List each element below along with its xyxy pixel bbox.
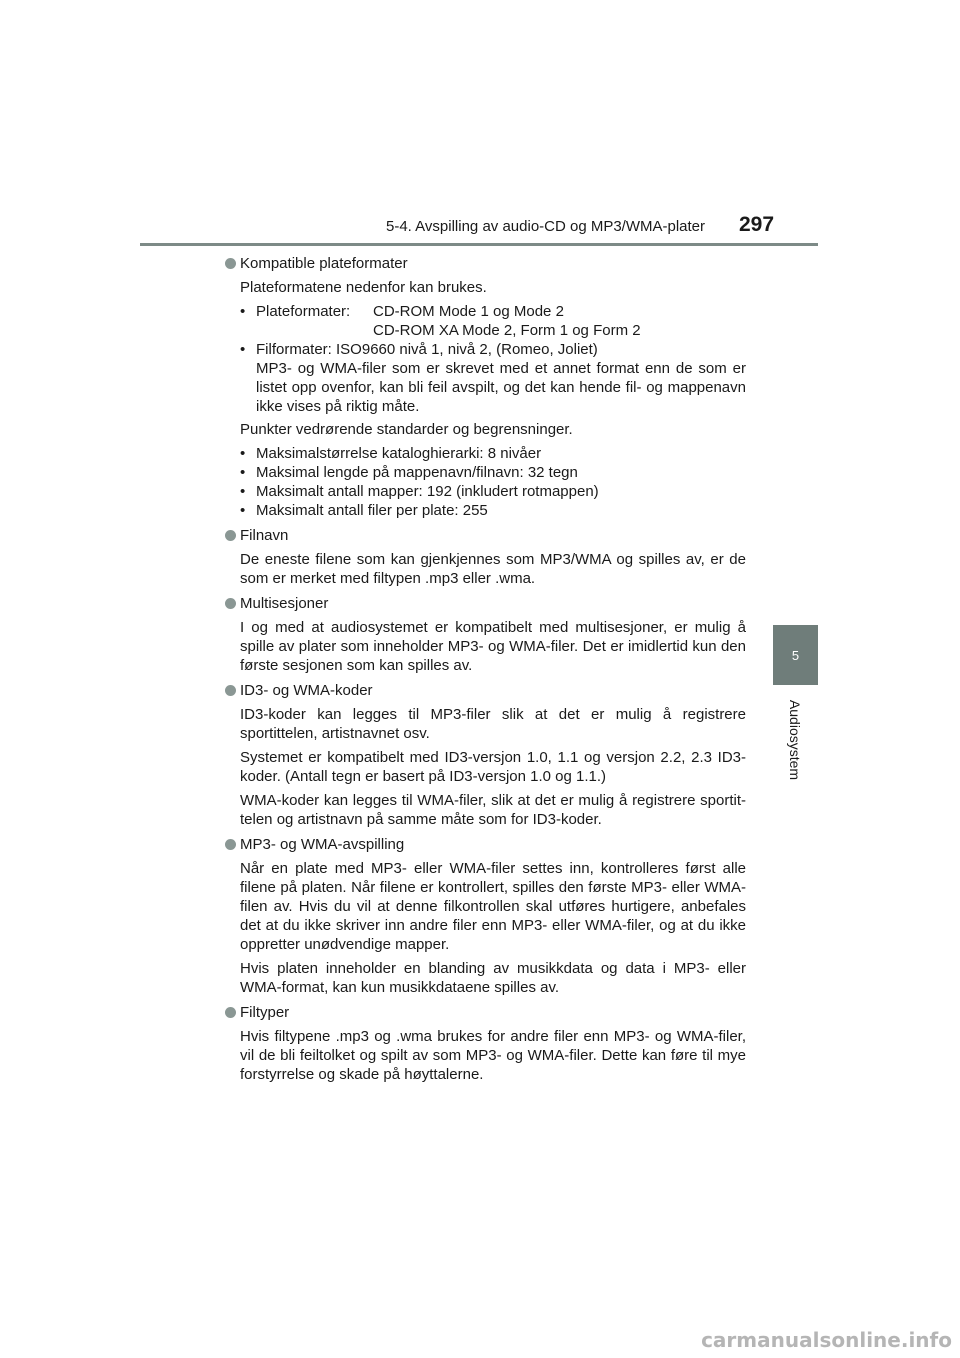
chapter-number: 5 [791,647,800,663]
format-list [240,302,746,416]
section-id3-wma-tags [224,681,746,829]
watermark: carmanualsonline.info [701,1328,952,1352]
list-item [240,482,746,501]
bullet-circle-icon [225,530,236,541]
list-item [240,463,746,482]
bullet-circle-icon [225,839,236,850]
paragraph: ID3-koder kan legges til MP3-filer slik at det er mulig å registrere sportittelen, artistnavnet osv. [240,706,746,742]
format-value: CD-ROM Mode 1 og Mode 2 [373,303,564,320]
list-marker: • [240,445,246,462]
section-heading [224,1003,746,1022]
bullet-circle-icon [225,598,236,609]
section-heading-text: Filtyper [240,1004,290,1021]
page-number: 297 [739,213,775,236]
chapter-label-text: Audiosystem [787,699,804,781]
section-multisession [224,594,746,675]
list-marker: • [240,303,246,320]
list-item [240,302,746,340]
bullet-circle-icon [225,258,236,269]
header-title: 5-4. Avspilling av audio-CD og MP3/WMA-plater [386,218,706,235]
paragraph: Plateformatene nedenfor kan brukes. [240,279,487,296]
list-marker: • [240,502,246,519]
paragraph: Hvis filtypene .mp3 og .wma brukes for andre filer enn MP3- og WMA-filer, vil de bli feiltolket og spilt av som MP3- og WMA-filer. Dette kan føre til mye forstyrrelse og skade på høyttalerne. [240,1028,746,1083]
list-marker: • [240,341,246,358]
section-heading [224,526,746,545]
section-heading-text: Kompatible plateformater [240,255,408,272]
bullet-circle-icon [225,1007,236,1018]
paragraph: Systemet er kompatibelt med ID3-versjon 1.0, 1.1 og versjon 2.2, 2.3 ID3-koder. (Antall tegn er basert på ID3-versjon 1.0 og 1.1.) [240,749,746,785]
file-formats-text: Filformater: ISO9660 nivå 1, nivå 2, (Romeo, Joliet) [256,341,598,358]
section-heading [224,835,746,854]
paragraph: Når en plate med MP3- eller WMA-filer settes inn, kontrolleres først alle filene på platen. Når filene er kontrollert, spilles den første MP3- eller WMA-filen av. Hvis du vil at denne filkontrollen skal utføres hurtigere, anbefales det at du ikke skriver inn andre filer enn MP3- eller WMA-filer, og at du ikke oppretter unødvendige mapper. [240,860,746,953]
bullet-circle-icon [225,685,236,696]
list-item [240,340,746,416]
list-item-text: Maksimal lengde på mappenavn/filnavn: 32 tegn [256,464,578,481]
section-filenames [224,526,746,588]
section-mp3-wma-playback [224,835,746,997]
paragraph: WMA-koder kan legges til WMA-filer, slik at det er mulig å registrere sportit-telen og artistnavn på samme måte som for ID3-koder. [240,792,746,828]
paragraph: Hvis platen inneholder en blanding av musikkdata og data i MP3- eller WMA-format, kan kun musikkdataene spilles av. [240,960,746,996]
paragraph: I og med at audiosystemet er kompatibelt med multisesjoner, er mulig å spille av plater som inneholder MP3- og WMA-filer. Det er imidlertid kun den første sesjonen som kan spilles av. [240,619,746,674]
paragraph: De eneste filene som kan gjenkjennes som MP3/WMA og spilles av, er de som er merket med filtypen .mp3 eller .wma. [240,551,746,587]
list-marker: • [240,483,246,500]
section-heading [224,681,746,700]
section-compatible-formats [224,254,746,520]
page-content [224,254,746,1090]
section-heading-text: Filnavn [240,527,289,544]
section-heading-text: ID3- og WMA-koder [240,682,373,699]
format-label: Plateformater: [256,303,351,320]
chapter-tab [773,625,818,685]
list-item-text: Maksimalt antall mapper: 192 (inkludert rotmappen) [256,483,599,500]
chapter-label [773,690,818,790]
paragraph: Punkter vedrørende standarder og begrensninger. [240,421,573,438]
section-heading-text: Multisesjoner [240,595,329,612]
section-heading [224,254,746,273]
header-rule [140,243,818,246]
list-item-text: Maksimalstørrelse kataloghierarki: 8 nivåer [256,445,542,462]
section-heading-text: MP3- og WMA-avspilling [240,836,405,853]
section-heading [224,594,746,613]
file-formats-note: MP3- og WMA-filer som er skrevet med et annet format enn de som er listet opp ovenfor, kan bli feil avspilt, og det kan hende fil- og mappenavn ikke vises på riktig måte. [256,360,746,415]
section-file-types [224,1003,746,1084]
list-item-text: Maksimalt antall filer per plate: 255 [256,502,488,519]
list-item [240,444,746,463]
list-item [240,501,746,520]
format-value: CD-ROM XA Mode 2, Form 1 og Form 2 [373,322,641,339]
limits-list [240,444,746,520]
list-marker: • [240,464,246,481]
